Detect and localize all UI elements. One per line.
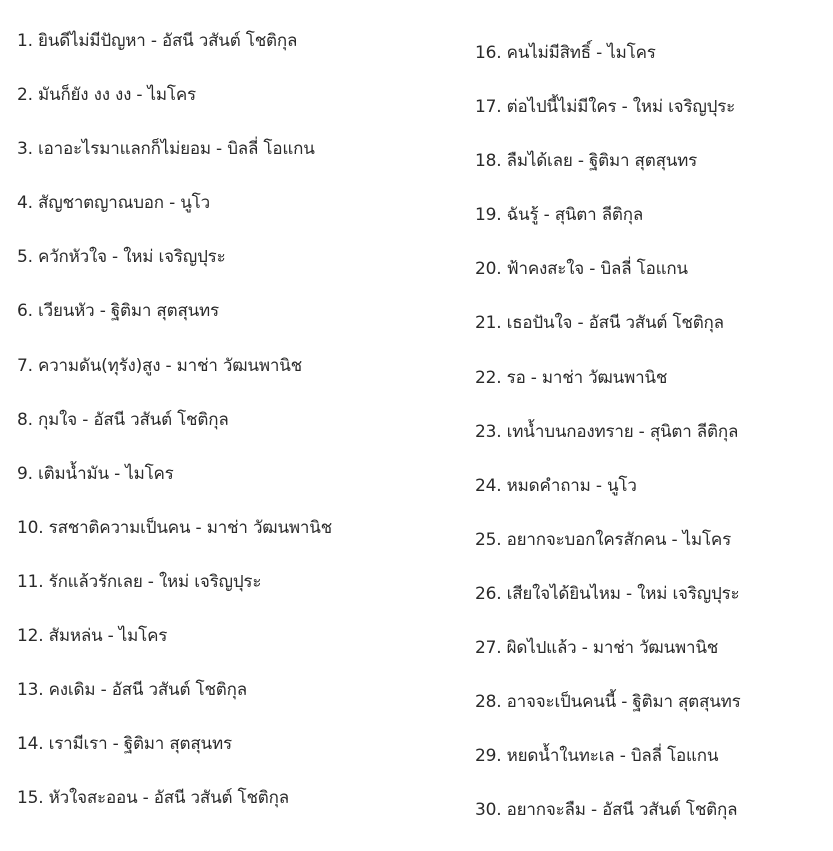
list-item: 11. รักแล้วรักเลย - ใหม่ เจริญปุระ: [17, 571, 262, 592]
list-item: 8. กุมใจ - อัสนี วสันต์ โชติกุล: [17, 409, 229, 430]
list-item: 21. เธอปันใจ - อัสนี วสันต์ โชติกุล: [475, 313, 724, 334]
list-item: 12. สัมหล่น - ไมโคร: [17, 626, 168, 647]
list-item: 4. สัญชาตญาณบอก - นูโว: [17, 193, 210, 214]
list-item: 13. คงเดิม - อัสนี วสันต์ โชติกุล: [17, 680, 247, 701]
list-item: 28. อาจจะเป็นคนนี้ - ฐิติมา สุตสุนทร: [475, 692, 741, 713]
list-item: 14. เรามีเรา - ฐิติมา สุตสุนทร: [17, 734, 232, 755]
song-list-left-column: [17, 28, 332, 839]
list-item: 19. ฉันรู้ - สุนิตา ลีติกุล: [475, 205, 644, 226]
list-item: 29. หยดน้ำในทะเล - บิลลี่ โอแกน: [475, 746, 719, 767]
song-list-right-column: [475, 40, 741, 851]
list-item: 3. เอาอะไรมาแลกก็ไม่ยอม - บิลลี่ โอแกน: [17, 139, 315, 160]
list-item: 26. เสียใจได้ยินไหม - ใหม่ เจริญปุระ: [475, 583, 740, 604]
list-item: 27. ผิดไปแล้ว - มาช่า วัฒนพานิช: [475, 638, 719, 659]
list-item: 15. หัวใจสะออน - อัสนี วสันต์ โชติกุล: [17, 788, 289, 809]
list-item: 20. ฟ้าคงสะใจ - บิลลี่ โอแกน: [475, 259, 688, 280]
list-item: 30. อยากจะลืม - อัสนี วสันต์ โชติกุล: [475, 800, 738, 821]
list-item: 7. ความดัน(ทุรัง)สูง - มาช่า วัฒนพานิช: [17, 355, 302, 376]
list-item: 10. รสชาติความเป็นคน - มาช่า วัฒนพานิช: [17, 517, 332, 538]
list-item: 25. อยากจะบอกใครสักคน - ไมโคร: [475, 529, 732, 550]
list-item: 16. คนไม่มีสิทธิ์ - ไมโคร: [475, 43, 656, 63]
list-item: 6. เวียนหัว - ฐิติมา สุตสุนทร: [17, 301, 219, 322]
list-item: 9. เติมน้ำมัน - ไมโคร: [17, 463, 174, 484]
list-item: 1. ยินดีไม่มีปัญหา - อัสนี วสันต์ โชติกุล: [17, 31, 298, 51]
list-item: 18. ลืมได้เลย - ฐิติมา สุตสุนทร: [475, 151, 698, 172]
list-item: 22. รอ - มาช่า วัฒนพานิช: [475, 367, 668, 388]
list-item: 24. หมดคำถาม - นูโว: [475, 475, 637, 496]
list-item: 5. ควักหัวใจ - ใหม่ เจริญปุระ: [17, 247, 226, 268]
list-item: 2. มันก็ยัง งง งง - ไมโคร: [17, 85, 196, 106]
list-item: 23. เทน้ำบนกองทราย - สุนิตา ลีติกุล: [475, 421, 739, 442]
list-item: 17. ต่อไปนี้ไม่มีใคร - ใหม่ เจริญปุระ: [475, 97, 736, 118]
